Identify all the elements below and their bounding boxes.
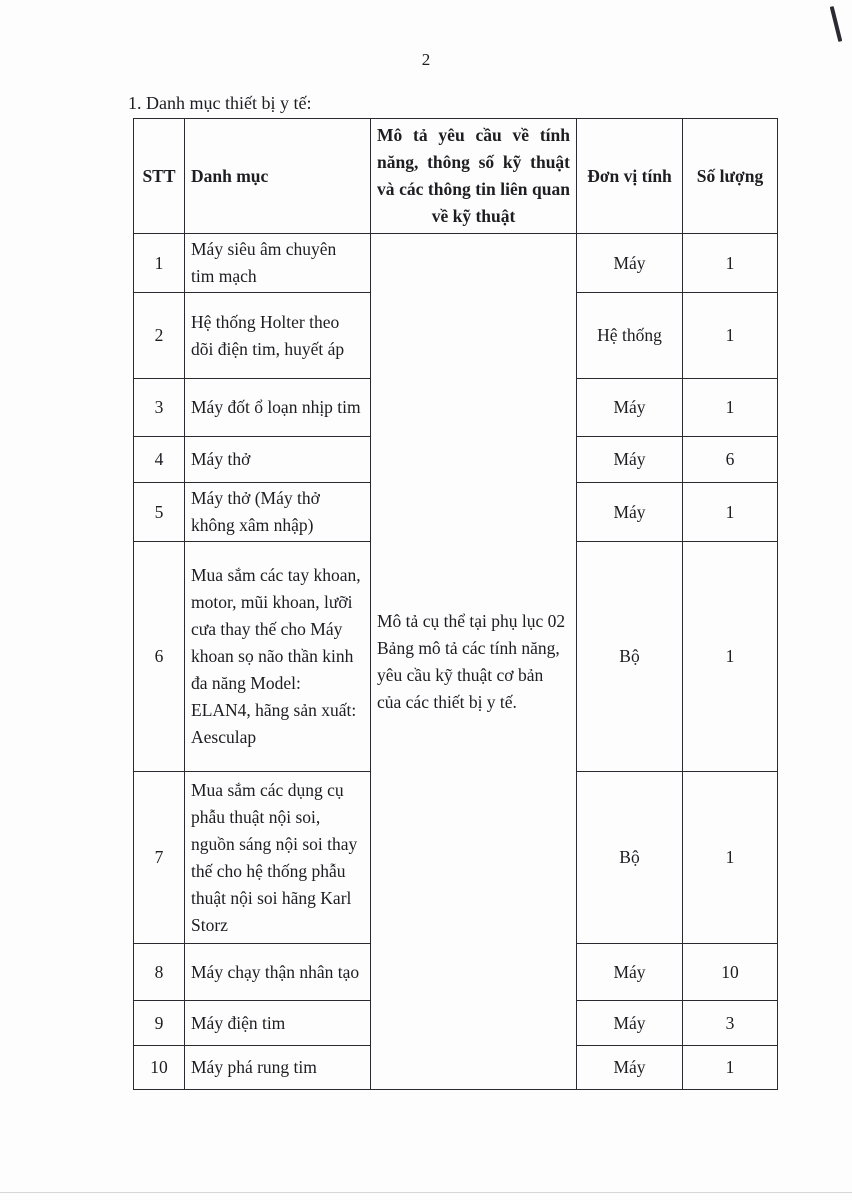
cell-name: Máy chạy thận nhân tạo xyxy=(185,944,371,1001)
scan-corner-mark xyxy=(830,6,843,42)
section-heading: 1. Danh mục thiết bị y tế: xyxy=(128,93,312,113)
page-bottom-edge xyxy=(0,1192,852,1193)
cell-stt: 1 xyxy=(134,234,185,293)
cell-name: Máy điện tim xyxy=(185,1001,371,1046)
page-number: 2 xyxy=(421,50,431,69)
cell-name: Hệ thống Holter theo dõi điện tim, huyết áp xyxy=(185,293,371,379)
header-stt: STT xyxy=(134,119,185,234)
cell-name: Máy đốt ổ loạn nhịp tim xyxy=(185,379,371,437)
cell-stt: 5 xyxy=(134,483,185,542)
cell-unit: Máy xyxy=(577,483,683,542)
cell-description-merged: Mô tả cụ thể tại phụ lục 02 Bảng mô tả các tính năng, yêu cầu kỹ thuật cơ bản của các thiết bị y tế. xyxy=(371,234,577,1090)
cell-unit: Máy xyxy=(577,1046,683,1090)
cell-stt: 7 xyxy=(134,772,185,944)
cell-stt: 9 xyxy=(134,1001,185,1046)
cell-quantity: 1 xyxy=(683,293,778,379)
cell-name: Máy siêu âm chuyên tim mạch xyxy=(185,234,371,293)
cell-unit: Hệ thống xyxy=(577,293,683,379)
cell-stt: 8 xyxy=(134,944,185,1001)
cell-unit: Bộ xyxy=(577,772,683,944)
cell-stt: 10 xyxy=(134,1046,185,1090)
cell-name: Máy thở (Máy thở không xâm nhập) xyxy=(185,483,371,542)
cell-quantity: 1 xyxy=(683,542,778,772)
cell-unit: Máy xyxy=(577,234,683,293)
cell-quantity: 1 xyxy=(683,379,778,437)
cell-quantity: 1 xyxy=(683,483,778,542)
table-header-row xyxy=(134,119,778,234)
cell-unit: Máy xyxy=(577,1001,683,1046)
cell-quantity: 10 xyxy=(683,944,778,1001)
cell-stt: 3 xyxy=(134,379,185,437)
header-description: Mô tả yêu cầu về tính năng, thông số kỹ thuật và các thông tin liên quan về kỹ thuật xyxy=(371,119,577,234)
cell-stt: 6 xyxy=(134,542,185,772)
header-name: Danh mục xyxy=(185,119,371,234)
header-quantity: Số lượng xyxy=(683,119,778,234)
cell-unit: Bộ xyxy=(577,542,683,772)
cell-quantity: 1 xyxy=(683,1046,778,1090)
cell-quantity: 3 xyxy=(683,1001,778,1046)
cell-name: Mua sắm các dụng cụ phẫu thuật nội soi, nguồn sáng nội soi thay thế cho hệ thống phẫu thuật nội soi hãng Karl Storz xyxy=(185,772,371,944)
cell-name: Máy phá rung tim xyxy=(185,1046,371,1090)
medical-device-table xyxy=(133,118,778,1090)
cell-name: Máy thở xyxy=(185,437,371,483)
cell-stt: 2 xyxy=(134,293,185,379)
cell-quantity: 1 xyxy=(683,234,778,293)
cell-stt: 4 xyxy=(134,437,185,483)
cell-unit: Máy xyxy=(577,437,683,483)
cell-unit: Máy xyxy=(577,944,683,1001)
cell-name: Mua sắm các tay khoan, motor, mũi khoan, lưỡi cưa thay thế cho Máy khoan sọ não thần kinh đa năng Model: ELAN4, hãng sản xuất: Aesculap xyxy=(185,542,371,772)
cell-unit: Máy xyxy=(577,379,683,437)
header-unit: Đơn vị tính xyxy=(577,119,683,234)
cell-quantity: 6 xyxy=(683,437,778,483)
table-row xyxy=(134,234,778,293)
cell-quantity: 1 xyxy=(683,772,778,944)
